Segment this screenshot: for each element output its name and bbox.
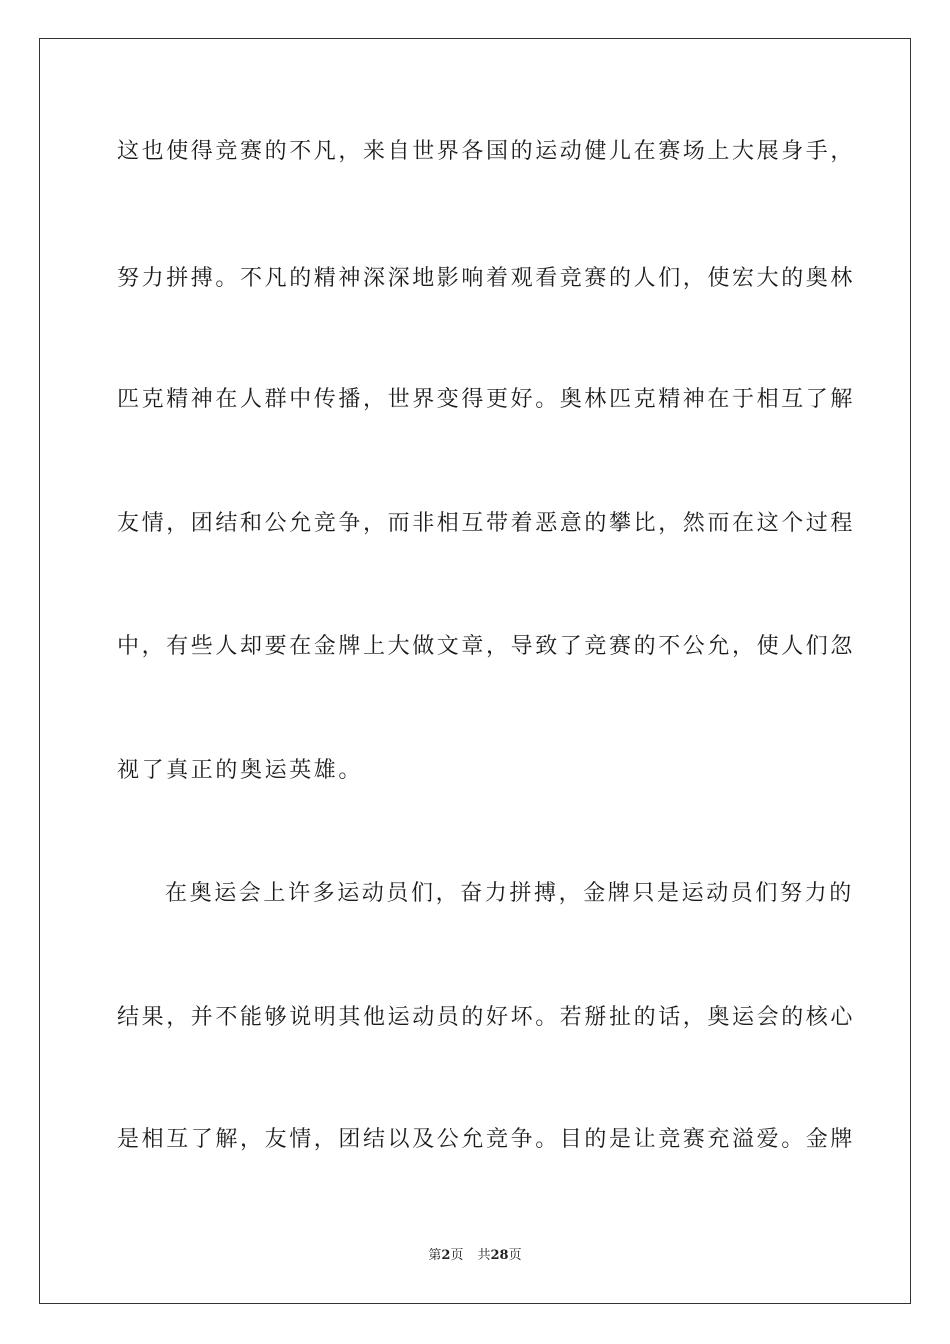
page-frame [39,38,911,1304]
page-suffix: 页 [450,1248,464,1263]
text-line-7: 在奥运会上许多运动员们，奋力拼搏，金牌只是运动员们努力的 [165,881,854,906]
text-line-9: 是相互了解，友情，团结以及公允竞争。目的是让竞赛充溢爱。金牌 [117,1127,856,1152]
total-prefix: 共 [477,1248,491,1263]
text-line-5: 中，有些人却要在金牌上大做文章，导致了竞赛的不公允，使人们忽 [117,634,856,659]
total-suffix: 页 [508,1248,522,1263]
total-pages: 28 [490,1248,509,1263]
page-footer [0,1246,950,1266]
text-line-3: 匹克精神在人群中传播，世界变得更好。奥林匹克精神在于相互了解 [117,387,856,412]
text-line-8: 结果，并不能够说明其他运动员的好坏。若掰扯的话，奥运会的核心 [117,1005,856,1030]
text-line-4: 友情，团结和公允竞争，而非相互带着恶意的攀比，然而在这个过程 [117,511,856,536]
page-number: 2 [441,1248,451,1263]
text-line-1: 这也使得竞赛的不凡，来自世界各国的运动健儿在赛场上大展身手， [117,139,856,164]
page-prefix: 第 [428,1248,442,1263]
text-line-6: 视了真正的奥运英雄。 [117,758,364,783]
text-line-2: 努力拼搏。不凡的精神深深地影响着观看竞赛的人们，使宏大的奥林 [117,266,856,291]
